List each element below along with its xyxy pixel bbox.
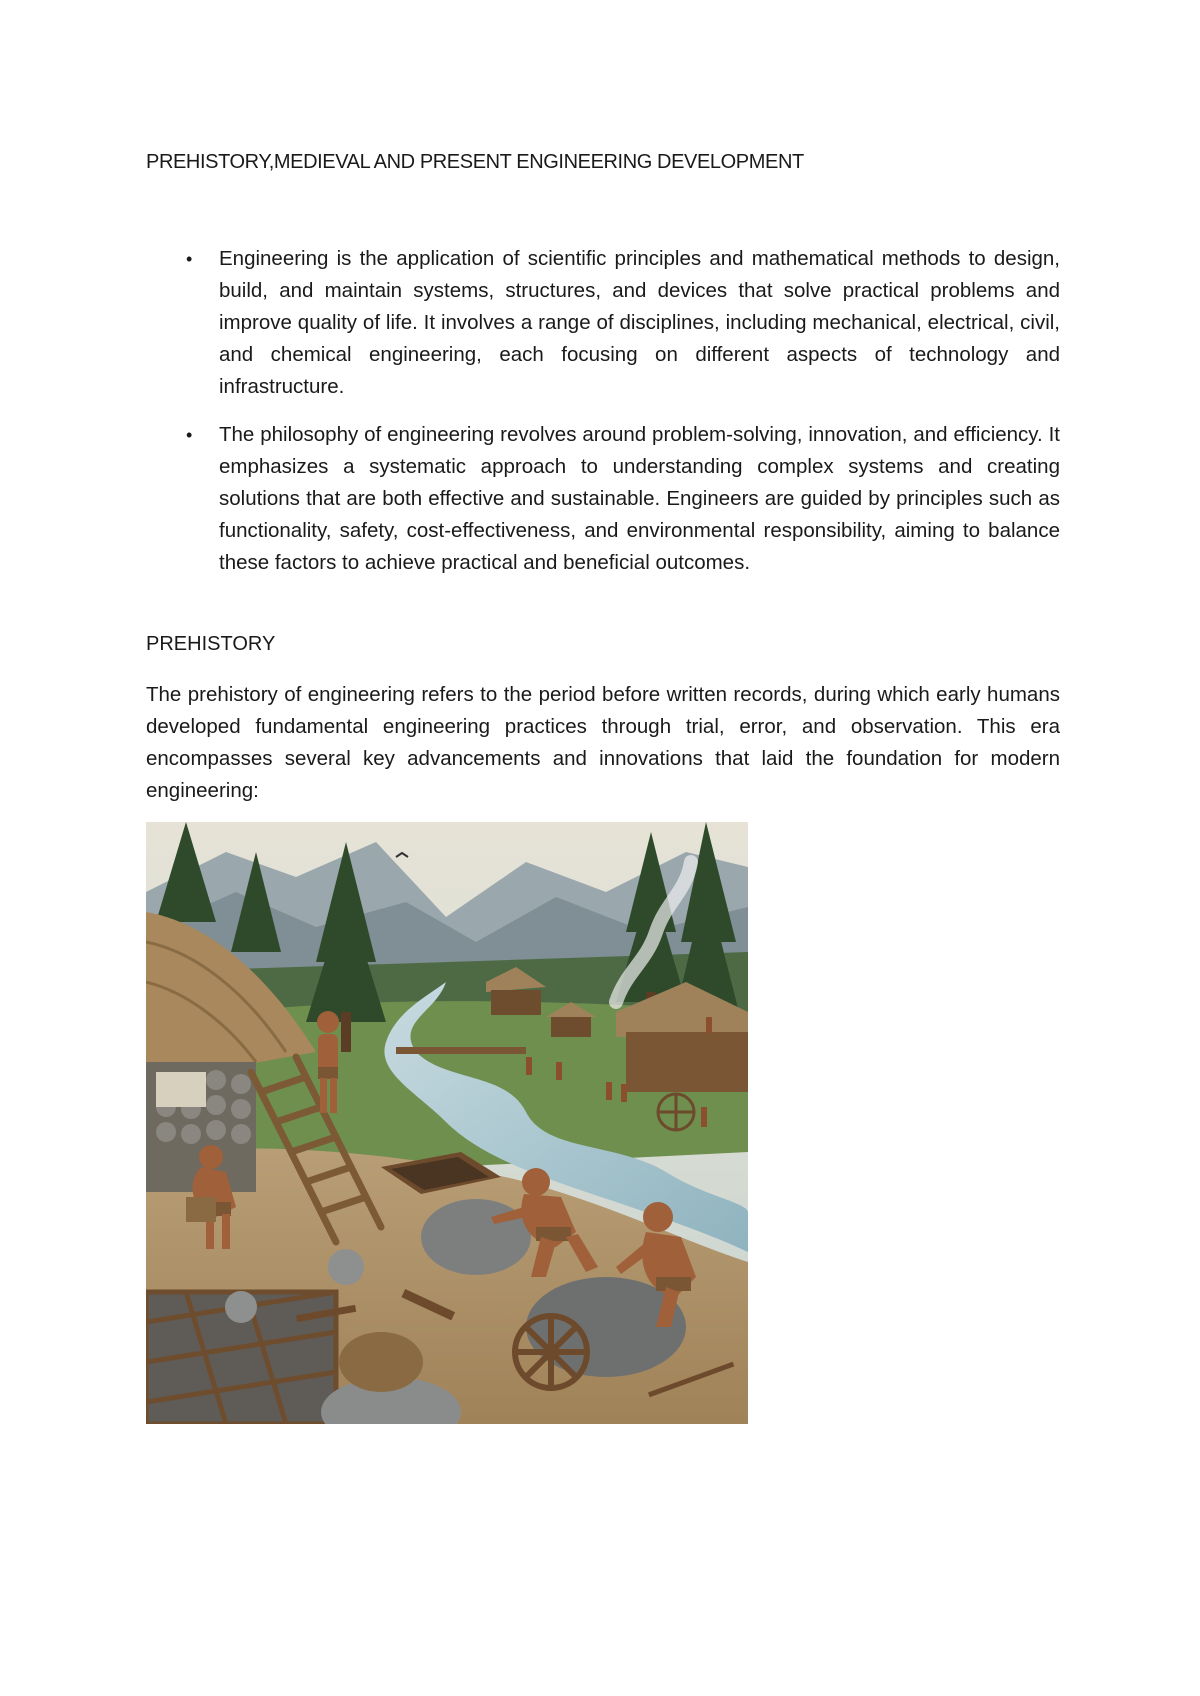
section-heading-prehistory: PREHISTORY xyxy=(146,633,276,655)
bullet-marker: • xyxy=(186,425,193,445)
small-stone xyxy=(225,1291,257,1323)
document-title: PREHISTORY,MEDIEVAL AND PRESENT ENGINEERING DEVELOPMENT xyxy=(146,151,804,173)
log-bridge xyxy=(396,1047,526,1054)
wooden-wheel-large xyxy=(515,1316,587,1388)
bullet-text: The philosophy of engineering revolves around problem-solving, innovation, and efficiency. It emphasizes a systematic approach to understanding complex systems and creating solutions that are both effective and sustainable. Engineers are guided by principles such as functionality, safety, cost-effectiveness, and environmental responsibility, aiming to balance these factors to achieve practical and beneficial outcomes. xyxy=(219,423,1060,574)
wooden-wheel-small xyxy=(658,1094,694,1130)
prehistoric-engineering-illustration xyxy=(146,822,748,1424)
definition-bullet-list xyxy=(146,243,1060,595)
woven-basket xyxy=(339,1332,423,1392)
bullet-text: Engineering is the application of scientific principles and mathematical methods to design, build, and maintain systems, structures, and devices that solve practical problems and improve quality of life. It involves a range of disciplines, including mechanical, electrical, civil, and chemical engineering, each focusing on different aspects of technology and infrastructure. xyxy=(219,247,1060,398)
bullet-engineering-definition xyxy=(146,243,1060,403)
bullet-engineering-philosophy xyxy=(146,419,1060,579)
bullet-marker: • xyxy=(186,249,193,269)
prehistory-intro-paragraph: The prehistory of engineering refers to the period before written records, during which early humans developed fundamental engineering practices through trial, error, and observation. This era encompasses several key advancements and innovations that laid the foundation for modern engineering: xyxy=(146,683,1060,802)
small-stone xyxy=(328,1249,364,1285)
